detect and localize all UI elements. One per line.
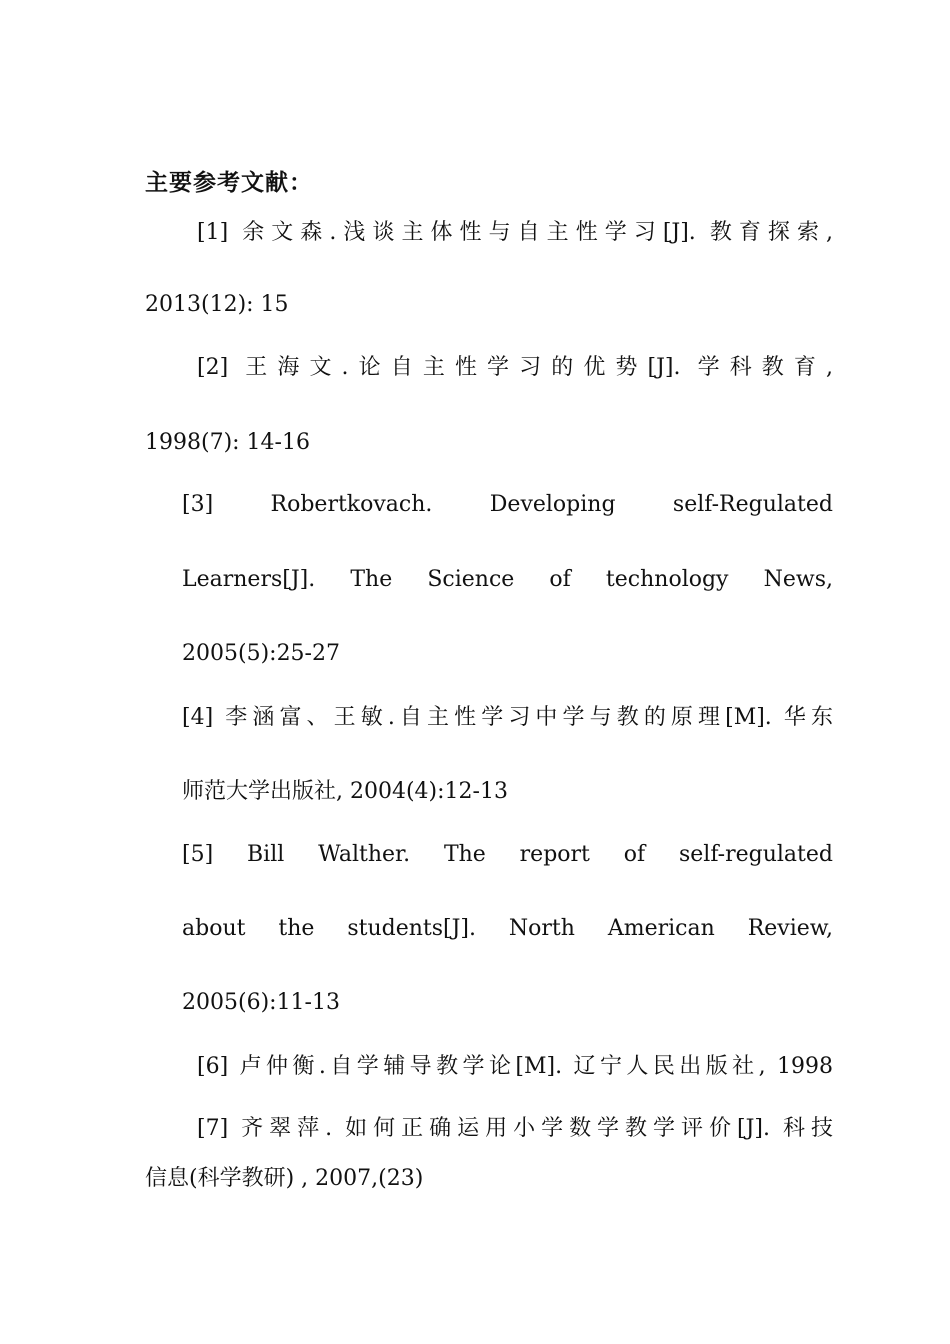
reference-7-line-2: 信息(科学教研) , 2007,(23) [145,1166,424,1191]
reference-5-line-1: [5] Bill Walther. The report of self-regulated [182,842,833,867]
reference-1-line-1: [1] 余文森.浅谈主体性与自主性学习[J]. 教育探索, [197,220,833,245]
reference-7-line-1: [7] 齐翠萍. 如何正确运用小学数学教学评价[J]. 科技 [197,1116,833,1141]
reference-2-line-1: [2] 王海文.论自主性学习的优势[J]. 学科教育, [197,355,833,380]
reference-3-line-2: Learners[J]. The Science of technology News, [182,567,833,592]
reference-3-line-1: [3] Robertkovach. Developing self-Regulated [182,492,833,517]
reference-5-line-3: 2005(6):11-13 [182,990,340,1015]
reference-5-line-2: about the students[J]. North American Review, [182,916,833,941]
reference-4-line-2: 师范大学出版社, 2004(4):12-13 [182,779,508,804]
reference-2-line-2: 1998(7): 14-16 [145,430,310,455]
reference-6-line-1: [6] 卢仲衡.自学辅导教学论[M]. 辽宁人民出版社, 1998 [197,1054,833,1079]
references-heading: 主要参考文献： [145,170,313,196]
reference-1-line-2: 2013(12): 15 [145,292,289,317]
reference-4-line-1: [4] 李涵富、王敏.自主性学习中学与教的原理[M]. 华东 [182,705,833,730]
reference-3-line-3: 2005(5):25-27 [182,641,340,666]
